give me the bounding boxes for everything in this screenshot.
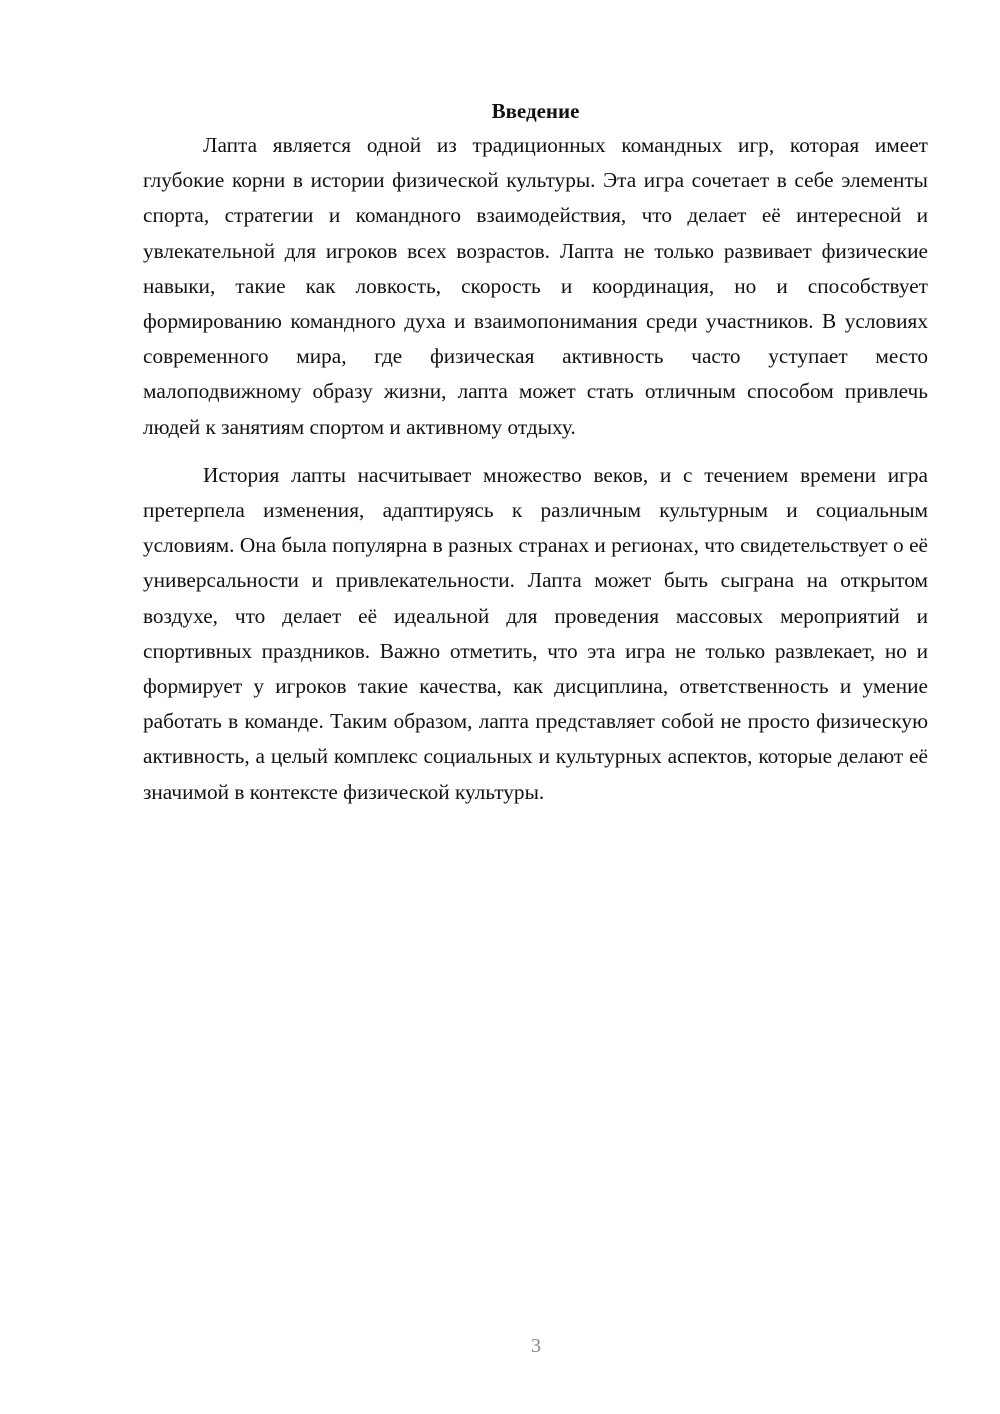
paragraph-intro: Лапта является одной из традиционных командных игр, которая имеет глубокие корни в истории физической культуры. Эта игра сочетает в себе элементы спорта, стратегии и командного взаимодействия, что делает её интересной и увлекательной для игроков всех возрастов. Лапта не только развивает физические навыки, такие как ловкость, скорость и координация, но и способствует формированию командного духа и взаимопонимания среди участников. В условиях современного мира, где физическая активность часто уступает место малоподвижному образу жизни, лапта может стать отличным способом привлечь людей к занятиям спортом и активному отдыху. bbox=[143, 133, 928, 439]
page-content bbox=[143, 94, 928, 810]
section-heading: Введение bbox=[491, 99, 580, 123]
paragraph-history: История лапты насчитывает множество веков, и с течением времени игра претерпела изменения, адаптируясь к различным культурным и социальным условиям. Она была популярна в разных странах и регионах, что свидетельствует о её универсальности и привлекательности. Лапта может быть сыграна на открытом воздухе, что делает её идеальной для проведения массовых мероприятий и спортивных праздников. Важно отметить, что эта игра не только развлекает, но и формирует у игроков такие качества, как дисциплина, ответственность и умение работать в команде. Таким образом, лапта представляет собой не просто физическую активность, а целый комплекс социальных и культурных аспектов, которые делают её значимой в контексте физической культуры. bbox=[143, 462, 928, 804]
page-number: 3 bbox=[531, 1335, 541, 1357]
